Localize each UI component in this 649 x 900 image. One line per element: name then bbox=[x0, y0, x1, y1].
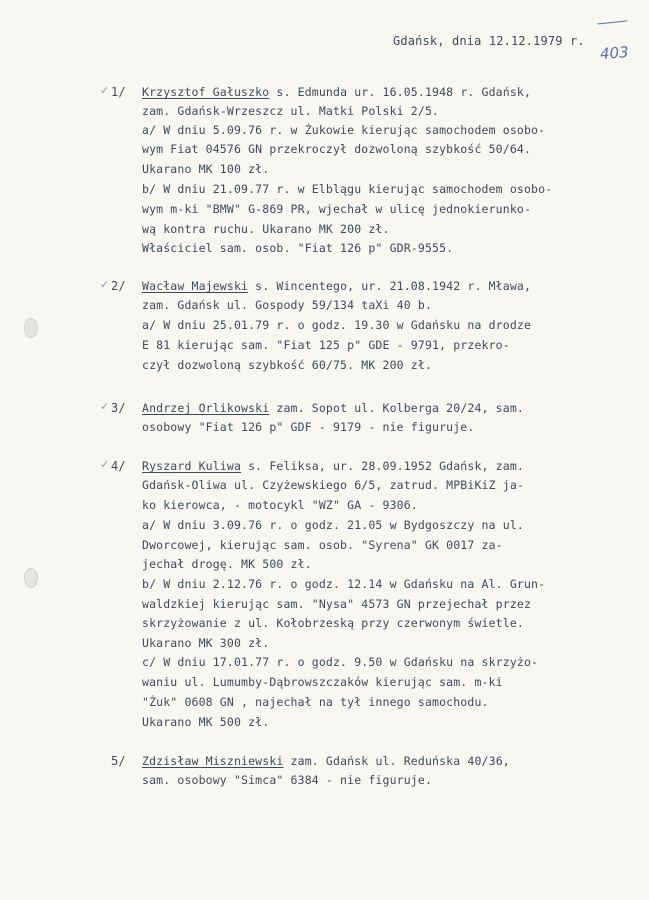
entry-3-line-1: osobowy "Fiat 126 p" GDF - 9179 - nie figuruje. bbox=[142, 420, 475, 434]
entry-5-name: Zdzisław Miszniewski bbox=[142, 754, 284, 768]
punch-hole-top bbox=[24, 318, 38, 338]
entry-4-line-4: Dworcowej, kierując sam. osob. "Syrena" GK 0017 za- bbox=[142, 538, 503, 552]
entry-2-line-1: zam. Gdańsk ul. Gospody 59/134 taXi 40 b. bbox=[142, 298, 433, 312]
entry-1-first-line bbox=[142, 85, 531, 99]
check-mark-icon: ✓ bbox=[100, 278, 110, 291]
entry-5-first-line bbox=[142, 754, 510, 768]
entry-4-name: Ryszard Kuliwa bbox=[142, 459, 242, 473]
entry-4-line-8: skrzyżowanie z ul. Kołobrzeską przy czerwonym świetle. bbox=[142, 616, 524, 630]
entry-2-line-4: czył dozwoloną szybkość 60/75. MK 200 zł. bbox=[142, 358, 433, 372]
entry-3-line-0: zam. Sopot ul. Kolberga 20/24, sam. bbox=[269, 401, 524, 415]
entry-1-line-7: wą kontra ruchu. Ukarano MK 200 zł. bbox=[142, 222, 390, 236]
entry-4-line-10: c/ W dniu 17.01.77 r. o godz. 9.50 w Gdańsku na skrzyżo- bbox=[142, 655, 539, 669]
punch-hole-bottom bbox=[24, 568, 38, 588]
entry-1-line-8: Właściciel sam. osob. "Fiat 126 p" GDR-9555. bbox=[142, 241, 454, 255]
entry-1-line-3: wym Fiat 04576 GN przekroczył dozwoloną szybkość 50/64. bbox=[142, 142, 532, 156]
entry-1-line-6: wym m-ki "BMW" G-869 PR, wjechał w ulicę jednokierunko- bbox=[142, 202, 532, 216]
entry-4-line-13: Ukarano MK 500 zł. bbox=[142, 715, 270, 729]
entry-4-number: 4/ bbox=[111, 459, 126, 473]
entry-4-line-9: Ukarano MK 300 zł. bbox=[142, 636, 270, 650]
entry-1-number: 1/ bbox=[111, 85, 126, 99]
handwritten-number: 403 bbox=[599, 43, 630, 63]
check-mark-icon: ✓ bbox=[100, 400, 110, 413]
entry-3-first-line bbox=[142, 401, 524, 415]
entry-2-number: 2/ bbox=[111, 279, 126, 293]
entry-4-line-0: s. Feliksa, ur. 28.09.1952 Gdańsk, zam. bbox=[241, 459, 524, 473]
entry-1-line-5: b/ W dniu 21.09.77 r. w Elblągu kierując samochodem osobo- bbox=[142, 182, 553, 196]
entry-5-line-0: zam. Gdańsk ul. Reduńska 40/36, bbox=[283, 754, 510, 768]
entry-4-line-3: a/ W dniu 3.09.76 r. o godz. 21.05 w Bydgoszczy na ul. bbox=[142, 518, 524, 532]
entry-4-line-6: b/ W dniu 2.12.76 r. o godz. 12.14 w Gdańsku na Al. Grun- bbox=[142, 577, 546, 591]
entry-1-line-1: zam. Gdańsk-Wrzeszcz ul. Matki Polski 2/5. bbox=[142, 104, 440, 118]
entry-4-line-12: "Żuk" 0608 GN , najechał na tył innego samochodu. bbox=[142, 695, 489, 709]
entry-4-first-line bbox=[142, 459, 524, 473]
date-line: Gdańsk, dnia 12.12.1979 r. bbox=[393, 34, 585, 48]
entry-4-line-11: waniu ul. Lumumby-Dąbrowszczaków kierując sam. m-ki bbox=[142, 675, 503, 689]
handwritten-page-number bbox=[596, 6, 628, 28]
entry-4-line-5: jechał drogę. MK 500 zł. bbox=[142, 557, 312, 571]
entry-2-first-line bbox=[142, 279, 531, 293]
entry-4-line-1: Gdańsk-Oliwa ul. Czyżewskiego 6/5, zatrud. MPBiKiZ ja- bbox=[142, 478, 524, 492]
entry-2-name: Wacław Majewski bbox=[142, 279, 249, 293]
check-mark-icon: ✓ bbox=[100, 84, 110, 97]
entry-1-line-4: Ukarano MK 100 zł. bbox=[142, 162, 270, 176]
entry-2-line-3: E 81 kierując sam. "Fiat 125 p" GDE - 9791, przekro- bbox=[142, 338, 510, 352]
entry-4-line-7: waldzkiej kierując sam. "Nysa" 4573 GN przejechał przez bbox=[142, 597, 532, 611]
entry-1-name: Krzysztof Gałuszko bbox=[142, 85, 270, 99]
entry-2-line-2: a/ W dniu 25.01.79 r. o godz. 19.30 w Gdańsku na drodze bbox=[142, 318, 532, 332]
entry-2-line-0: s. Wincentego, ur. 21.08.1942 r. Mława, bbox=[248, 279, 532, 293]
entry-5-line-1: sam. osobowy "Simca" 6384 - nie figuruje. bbox=[142, 773, 433, 787]
entry-3-name: Andrzej Orlikowski bbox=[142, 401, 270, 415]
entry-3-number: 3/ bbox=[111, 401, 126, 415]
entry-5-number: 5/ bbox=[111, 754, 126, 768]
entry-1-line-2: a/ W dniu 5.09.76 r. w Żukowie kierując samochodem osobo- bbox=[142, 123, 546, 137]
check-mark-icon: ✓ bbox=[100, 458, 110, 471]
entry-4-line-2: ko kierowca, - motocykl "WZ" GA - 9306. bbox=[142, 498, 418, 512]
entry-1-line-0: s. Edmunda ur. 16.05.1948 r. Gdańsk, bbox=[269, 85, 532, 99]
